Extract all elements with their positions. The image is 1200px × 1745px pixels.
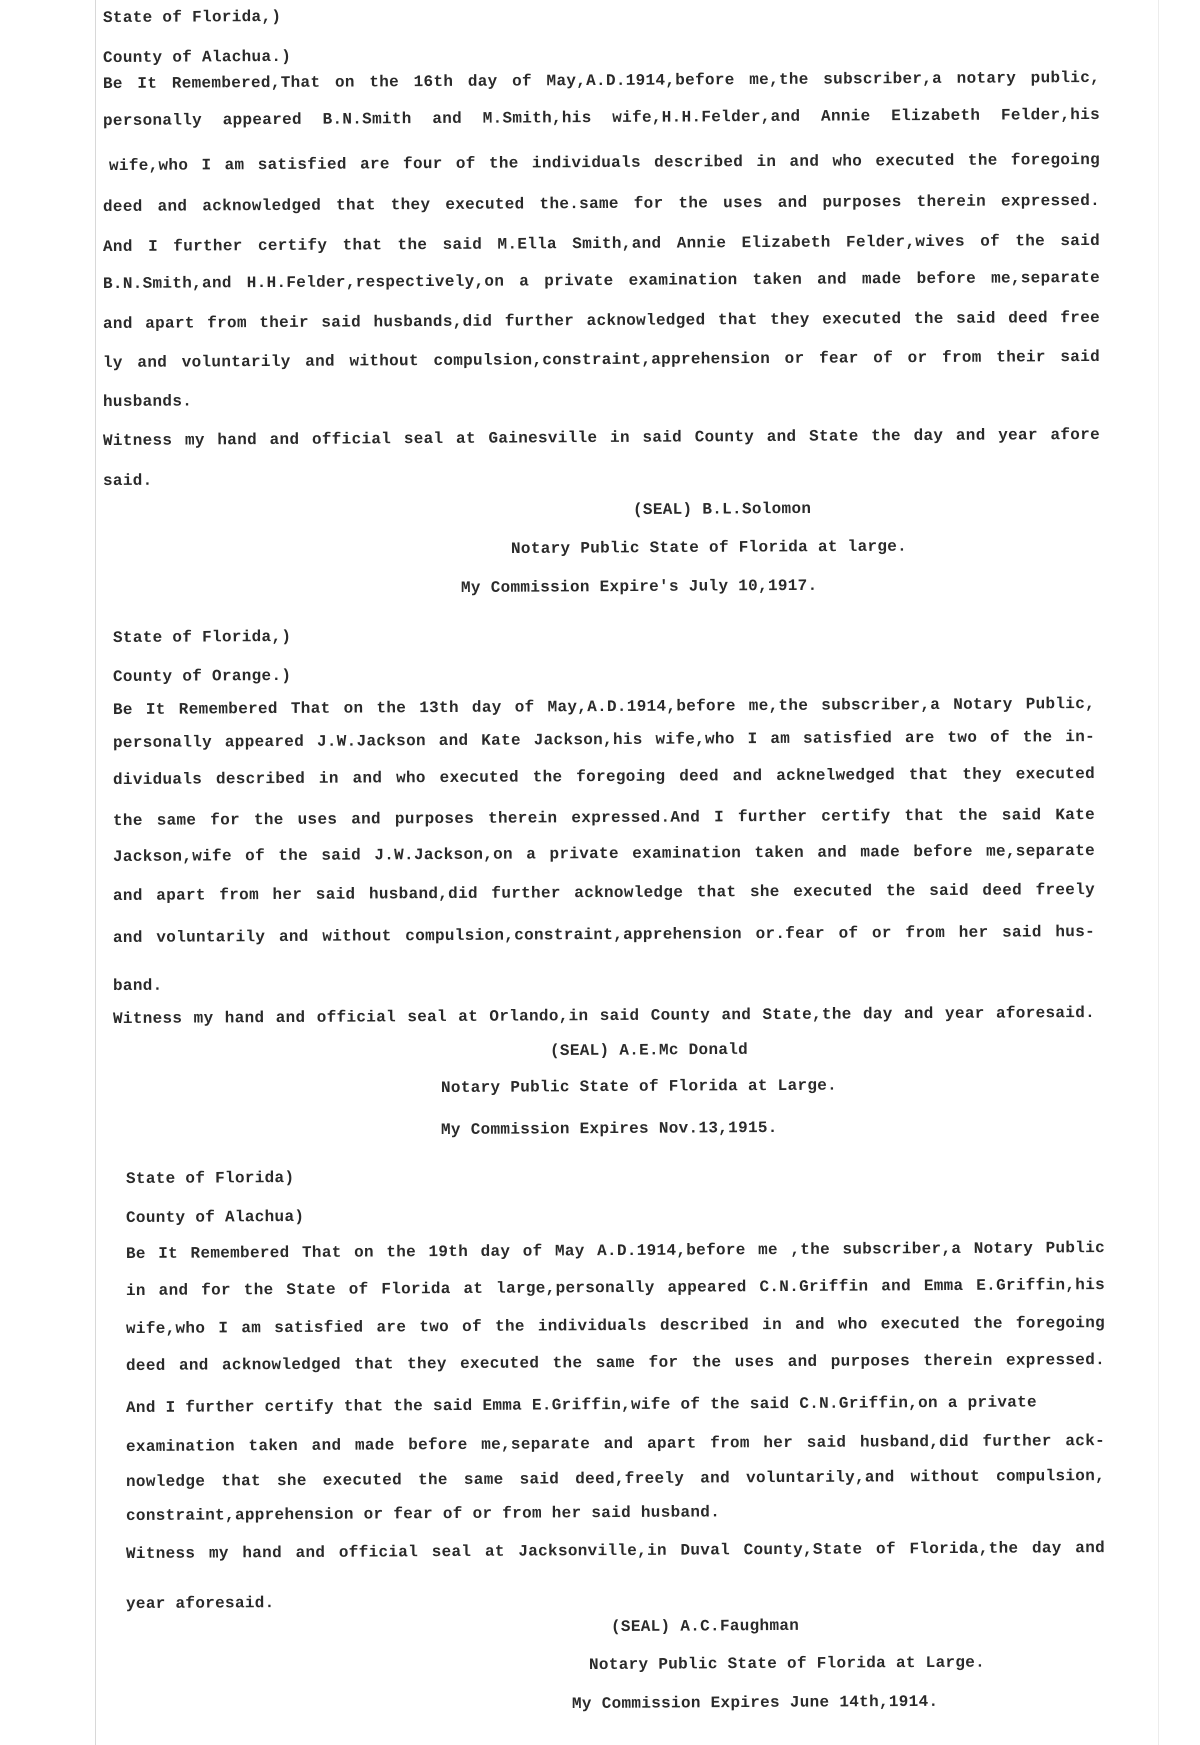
- county-heading: County of Orange.): [112, 666, 292, 686]
- certificate-text-line: nowledge that she executed the same said deed,freely and voluntarily,and without compulsion,: [125, 1467, 1106, 1491]
- certificate-text-line: personally appeared J.W.Jackson and Kate Jackson,his wife,who I am satisfied are two of the in-: [112, 728, 1096, 752]
- certificate-text-line: Witness my hand and official seal at Gainesville in said County and State the day and year afore: [102, 425, 1101, 450]
- certificate-text-line: dividuals described in and who executed the foregoing deed and acknelwedged that they executed: [112, 765, 1096, 789]
- state-heading: State of Florida,): [112, 627, 292, 647]
- certificate-text-line: wife,who I am satisfied are four of the individuals described in and who executed the foregoing: [108, 150, 1101, 175]
- county-heading: County of Alachua): [125, 1207, 305, 1227]
- certificate-text-line: and apart from their said husbands,did further acknowledged that they executed the said deed free: [102, 308, 1101, 333]
- certificate-text-line: year aforesaid.: [125, 1594, 275, 1613]
- certificate-text-line: said.: [102, 471, 153, 490]
- certificate-text-line: constraint,apprehension or fear of or from her said husband.: [125, 1503, 721, 1525]
- certificate-text-line: Witness my hand and official seal at Jacksonville,in Duval County,State of Florida,the day and: [125, 1539, 1106, 1563]
- state-heading: State of Florida): [125, 1168, 295, 1188]
- certificate-text-line: band.: [112, 976, 163, 995]
- commission-expiry: My Commission Expires Nov.13,1915.: [440, 1118, 778, 1139]
- certificate-text-line: Be It Remembered That on the 19th day of May A.D.1914,before me ,the subscriber,a Notary Public: [125, 1239, 1106, 1263]
- certificate-text-line: Jackson,wife of the said J.W.Jackson,on a private examination taken and made before me,separate: [112, 842, 1096, 866]
- certificate-text-line: and apart from her said husband,did further acknowledge that she executed the said deed freely: [112, 881, 1096, 905]
- certificate-text-line: deed and acknowledged that they executed the.same for the uses and purposes therein expressed.: [102, 191, 1101, 216]
- notary-title: Notary Public State of Florida at large.: [510, 537, 908, 558]
- county-heading: County of Alachua.): [102, 47, 292, 67]
- certificate-text-line: B.N.Smith,and H.H.Felder,respectively,on a private examination taken and made before me,separate: [102, 268, 1101, 293]
- certificate-text-line: husbands.: [102, 392, 193, 411]
- certificate-text-line: personally appeared B.N.Smith and M.Smith,his wife,H.H.Felder,and Annie Elizabeth Felder,his: [102, 105, 1101, 130]
- page-margin-line: [95, 0, 96, 1745]
- certificate-text-line: the same for the uses and purposes therein expressed.And I further certify that the said Kate: [112, 806, 1096, 830]
- notary-seal-signature: (SEAL) A.E.Mc Donald: [549, 1040, 749, 1060]
- certificate-text-line: Be It Remembered,That on the 16th day of May,A.D.1914,before me,the subscriber,a notary public,: [102, 68, 1101, 93]
- page-fold-line: [1158, 0, 1159, 1745]
- certificate-text-line: deed and acknowledged that they executed the same for the uses and purposes therein expressed.: [125, 1351, 1106, 1375]
- certificate-text-line: ly and voluntarily and without compulsion,constraint,apprehension or fear of or from their said: [102, 347, 1101, 372]
- state-heading: State of Florida,): [102, 7, 282, 27]
- commission-expiry: My Commission Expires June 14th,1914.: [571, 1692, 939, 1713]
- commission-expiry: My Commission Expire's July 10,1917.: [460, 576, 818, 597]
- certificate-text-line: wife,who I am satisfied are two of the individuals described in and who executed the foregoing: [125, 1314, 1106, 1338]
- certificate-text-line: examination taken and made before me,separate and apart from her said husband,did further ack-: [125, 1432, 1106, 1456]
- certificate-text-line: and voluntarily and without compulsion,constraint,apprehension or.fear of or from her said hus-: [112, 923, 1096, 947]
- certificate-text-line: in and for the State of Florida at large,personally appeared C.N.Griffin and Emma E.Griffin,his: [125, 1276, 1106, 1300]
- notary-title: Notary Public State of Florida at Large.: [440, 1076, 838, 1097]
- notary-seal-signature: (SEAL) B.L.Solomon: [632, 499, 812, 519]
- certificate-text-line: Witness my hand and official seal at Orlando,in said County and State,the day and year aforesaid.: [112, 1004, 1096, 1028]
- notary-seal-signature: (SEAL) A.C.Faughman: [610, 1616, 800, 1636]
- certificate-text-line: Be It Remembered That on the 13th day of May,A.D.1914,before me,the subscriber,a Notary Public,: [112, 695, 1096, 719]
- notary-title: Notary Public State of Florida at Large.: [588, 1653, 986, 1674]
- certificate-text-line: And I further certify that the said Emma E.Griffin,wife of the said C.N.Griffin,on a private: [125, 1393, 1037, 1417]
- certificate-text-line: And I further certify that the said M.Ella Smith,and Annie Elizabeth Felder,wives of the said: [102, 231, 1101, 256]
